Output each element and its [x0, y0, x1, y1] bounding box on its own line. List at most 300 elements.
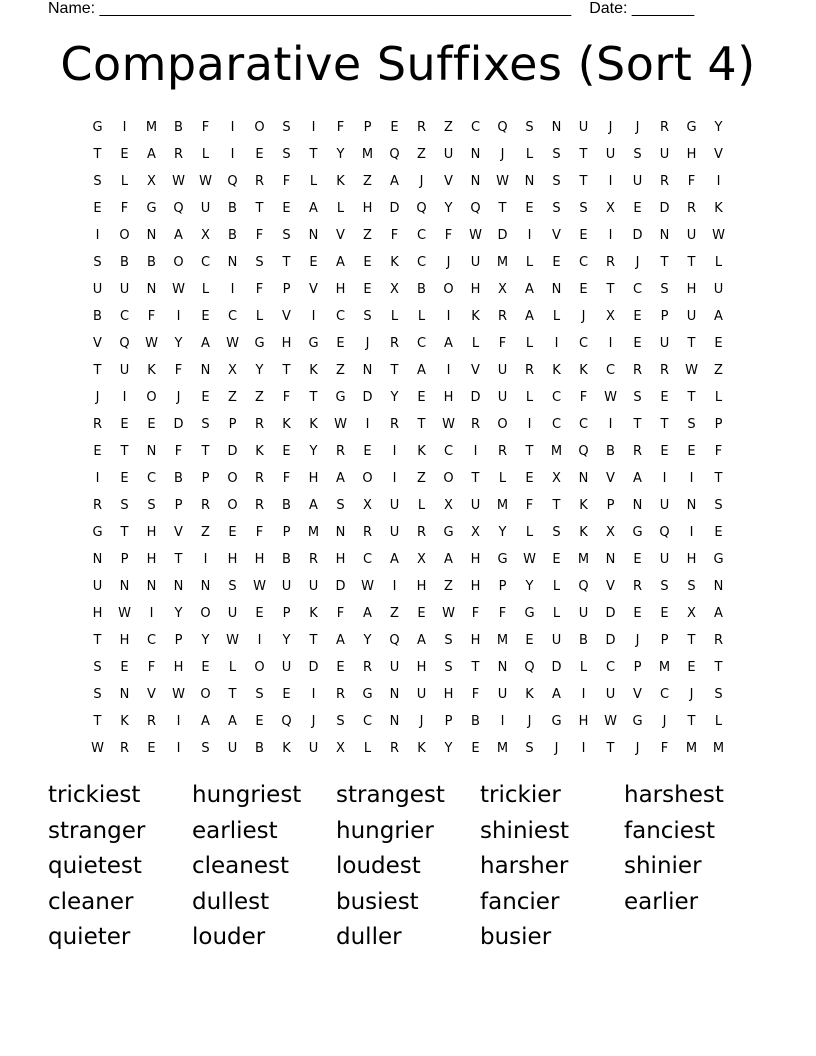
grid-letter[interactable]: C	[119, 309, 130, 324]
grid-letter[interactable]: C	[227, 309, 238, 324]
grid-letter[interactable]: U	[389, 525, 400, 540]
grid-letter[interactable]: R	[173, 147, 184, 162]
grid-letter[interactable]: C	[416, 336, 427, 351]
grid-letter[interactable]: S	[282, 147, 291, 162]
grid-letter[interactable]: B	[255, 741, 264, 756]
grid-letter[interactable]: U	[659, 498, 670, 513]
grid-letter[interactable]: S	[687, 579, 696, 594]
grid-letter[interactable]: F	[336, 606, 345, 621]
grid-letter[interactable]: R	[200, 498, 211, 513]
grid-letter[interactable]: V	[606, 471, 615, 486]
grid-letter[interactable]: W	[523, 552, 536, 567]
grid-letter[interactable]: I	[608, 417, 613, 432]
grid-letter[interactable]: H	[686, 552, 697, 567]
grid-letter[interactable]: L	[336, 201, 345, 216]
grid-letter[interactable]: B	[174, 120, 183, 135]
grid-letter[interactable]: U	[713, 282, 724, 297]
grid-letter[interactable]: G	[524, 606, 535, 621]
grid-letter[interactable]: S	[552, 147, 561, 162]
grid-letter[interactable]: A	[552, 687, 561, 702]
grid-letter[interactable]: K	[714, 201, 723, 216]
grid-letter[interactable]: P	[363, 120, 372, 135]
grid-letter[interactable]: J	[635, 120, 640, 135]
grid-letter[interactable]: Q	[578, 444, 589, 459]
grid-letter[interactable]: S	[660, 579, 669, 594]
grid-letter[interactable]: S	[336, 714, 345, 729]
grid-letter[interactable]: P	[228, 417, 237, 432]
grid-letter[interactable]: F	[525, 498, 534, 513]
grid-letter[interactable]: N	[389, 714, 400, 729]
grid-letter[interactable]: G	[308, 336, 319, 351]
grid-letter[interactable]: D	[173, 417, 184, 432]
grid-letter[interactable]: E	[363, 255, 372, 270]
grid-letter[interactable]: X	[336, 741, 345, 756]
grid-letter[interactable]: U	[659, 552, 670, 567]
grid-letter[interactable]: E	[120, 471, 129, 486]
grid-letter[interactable]: W	[604, 714, 617, 729]
grid-letter[interactable]: M	[496, 255, 509, 270]
grid-letter[interactable]: S	[714, 498, 723, 513]
grid-letter[interactable]: L	[309, 174, 318, 189]
grid-letter[interactable]: Q	[524, 660, 535, 675]
grid-letter[interactable]: T	[633, 417, 642, 432]
grid-letter[interactable]: G	[632, 525, 643, 540]
grid-letter[interactable]: C	[362, 714, 373, 729]
grid-letter[interactable]: P	[714, 417, 723, 432]
grid-letter[interactable]: Y	[282, 633, 291, 648]
grid-letter[interactable]: G	[362, 687, 373, 702]
grid-letter[interactable]: L	[525, 525, 534, 540]
grid-letter[interactable]: E	[363, 282, 372, 297]
grid-letter[interactable]: S	[201, 741, 210, 756]
grid-letter[interactable]: X	[552, 471, 561, 486]
grid-letter[interactable]: P	[660, 633, 669, 648]
grid-letter[interactable]: E	[525, 633, 534, 648]
grid-letter[interactable]: M	[496, 741, 509, 756]
grid-letter[interactable]: Q	[497, 120, 508, 135]
grid-letter[interactable]: N	[632, 498, 643, 513]
grid-letter[interactable]: Q	[173, 201, 184, 216]
grid-letter[interactable]: L	[579, 660, 588, 675]
grid-letter[interactable]: L	[525, 255, 534, 270]
grid-letter[interactable]: Y	[336, 147, 345, 162]
grid-letter[interactable]: S	[525, 120, 534, 135]
grid-letter[interactable]: I	[311, 309, 316, 324]
grid-letter[interactable]: R	[659, 174, 670, 189]
grid-letter[interactable]: J	[581, 309, 586, 324]
grid-letter[interactable]: C	[146, 633, 157, 648]
grid-letter[interactable]: L	[417, 498, 426, 513]
grid-letter[interactable]: H	[146, 525, 157, 540]
grid-letter[interactable]: E	[282, 687, 291, 702]
grid-letter[interactable]: F	[471, 606, 480, 621]
grid-letter[interactable]: R	[92, 417, 103, 432]
grid-letter[interactable]: L	[714, 255, 723, 270]
grid-letter[interactable]: G	[551, 714, 562, 729]
grid-letter[interactable]: F	[444, 228, 453, 243]
grid-letter[interactable]: U	[308, 741, 319, 756]
grid-letter[interactable]: Z	[201, 525, 210, 540]
grid-letter[interactable]: C	[578, 336, 589, 351]
grid-letter[interactable]: E	[660, 390, 669, 405]
grid-letter[interactable]: E	[525, 471, 534, 486]
grid-letter[interactable]: L	[228, 660, 237, 675]
grid-letter[interactable]: A	[228, 714, 237, 729]
grid-letter[interactable]: W	[91, 741, 104, 756]
grid-letter[interactable]: C	[659, 687, 670, 702]
grid-letter[interactable]: I	[581, 687, 586, 702]
grid-letter[interactable]: K	[417, 444, 426, 459]
grid-letter[interactable]: U	[92, 282, 103, 297]
grid-letter[interactable]: U	[308, 579, 319, 594]
grid-letter[interactable]: S	[552, 201, 561, 216]
grid-letter[interactable]: T	[120, 525, 129, 540]
grid-letter[interactable]: F	[147, 660, 156, 675]
grid-letter[interactable]: T	[498, 201, 507, 216]
grid-letter[interactable]: N	[335, 525, 346, 540]
grid-letter[interactable]: Y	[390, 390, 399, 405]
grid-letter[interactable]: R	[632, 444, 643, 459]
grid-letter[interactable]: D	[227, 444, 238, 459]
grid-letter[interactable]: I	[608, 174, 613, 189]
grid-letter[interactable]: U	[227, 741, 238, 756]
grid-letter[interactable]: W	[226, 336, 239, 351]
grid-letter[interactable]: G	[254, 336, 265, 351]
grid-letter[interactable]: E	[336, 336, 345, 351]
grid-letter[interactable]: S	[93, 174, 102, 189]
grid-letter[interactable]: Y	[498, 525, 507, 540]
grid-letter[interactable]: T	[282, 255, 291, 270]
grid-letter[interactable]: C	[200, 255, 211, 270]
grid-letter[interactable]: A	[147, 147, 156, 162]
grid-letter[interactable]: N	[119, 687, 130, 702]
grid-letter[interactable]: R	[362, 660, 373, 675]
grid-letter[interactable]: B	[93, 309, 102, 324]
grid-letter[interactable]: N	[227, 255, 238, 270]
grid-letter[interactable]: A	[714, 606, 723, 621]
grid-letter[interactable]: I	[230, 282, 235, 297]
grid-letter[interactable]: I	[473, 444, 478, 459]
grid-letter[interactable]: T	[552, 498, 561, 513]
grid-letter[interactable]: R	[362, 525, 373, 540]
grid-letter[interactable]: T	[228, 687, 237, 702]
grid-letter[interactable]: P	[282, 525, 291, 540]
grid-letter[interactable]: U	[200, 201, 211, 216]
grid-letter[interactable]: C	[416, 228, 427, 243]
grid-letter[interactable]: U	[119, 363, 130, 378]
grid-letter[interactable]: M	[712, 741, 725, 756]
grid-letter[interactable]: A	[174, 228, 183, 243]
grid-letter[interactable]: T	[309, 147, 318, 162]
grid-letter[interactable]: C	[605, 363, 616, 378]
grid-letter[interactable]: J	[500, 147, 505, 162]
grid-letter[interactable]: E	[525, 201, 534, 216]
grid-letter[interactable]: T	[525, 444, 534, 459]
grid-letter[interactable]: T	[255, 201, 264, 216]
grid-letter[interactable]: L	[255, 309, 264, 324]
grid-letter[interactable]: F	[498, 336, 507, 351]
grid-letter[interactable]: A	[201, 336, 210, 351]
grid-letter[interactable]: P	[282, 606, 291, 621]
grid-letter[interactable]: Q	[227, 174, 238, 189]
grid-letter[interactable]: L	[525, 147, 534, 162]
grid-letter[interactable]: I	[554, 336, 559, 351]
grid-letter[interactable]: Q	[389, 147, 400, 162]
grid-letter[interactable]: S	[444, 660, 453, 675]
grid-letter[interactable]: T	[714, 660, 723, 675]
grid-letter[interactable]: O	[200, 606, 211, 621]
grid-letter[interactable]: H	[119, 633, 130, 648]
grid-letter[interactable]: Z	[336, 363, 345, 378]
grid-letter[interactable]: E	[633, 552, 642, 567]
grid-letter[interactable]: C	[551, 417, 562, 432]
grid-letter[interactable]: H	[470, 633, 481, 648]
grid-letter[interactable]: V	[282, 309, 291, 324]
grid-letter[interactable]: S	[687, 417, 696, 432]
grid-letter[interactable]: S	[363, 309, 372, 324]
grid-letter[interactable]: W	[442, 606, 455, 621]
grid-letter[interactable]: I	[230, 147, 235, 162]
grid-letter[interactable]: W	[469, 228, 482, 243]
grid-letter[interactable]: Z	[390, 606, 399, 621]
grid-letter[interactable]: D	[389, 201, 400, 216]
grid-letter[interactable]: E	[201, 660, 210, 675]
grid-letter[interactable]: H	[686, 147, 697, 162]
grid-letter[interactable]: I	[176, 309, 181, 324]
grid-letter[interactable]: O	[443, 282, 454, 297]
grid-letter[interactable]: G	[92, 525, 103, 540]
grid-letter[interactable]: R	[659, 120, 670, 135]
grid-letter[interactable]: F	[255, 525, 264, 540]
grid-letter[interactable]: P	[633, 660, 642, 675]
grid-letter[interactable]: I	[608, 228, 613, 243]
grid-letter[interactable]: F	[120, 201, 129, 216]
grid-letter[interactable]: Y	[174, 606, 183, 621]
grid-letter[interactable]: T	[471, 660, 480, 675]
grid-letter[interactable]: C	[578, 417, 589, 432]
grid-letter[interactable]: L	[525, 390, 534, 405]
grid-letter[interactable]: X	[228, 363, 237, 378]
grid-letter[interactable]: E	[390, 120, 399, 135]
grid-letter[interactable]: Y	[444, 741, 453, 756]
grid-letter[interactable]: E	[282, 201, 291, 216]
grid-letter[interactable]: I	[689, 471, 694, 486]
grid-letter[interactable]: W	[253, 579, 266, 594]
grid-letter[interactable]: H	[92, 606, 103, 621]
grid-letter[interactable]: Z	[417, 471, 426, 486]
grid-letter[interactable]: F	[147, 309, 156, 324]
grid-letter[interactable]: O	[146, 390, 157, 405]
grid-letter[interactable]: T	[579, 147, 588, 162]
grid-letter[interactable]: T	[606, 282, 615, 297]
grid-letter[interactable]: I	[527, 417, 532, 432]
grid-letter[interactable]: X	[417, 552, 426, 567]
grid-letter[interactable]: T	[606, 741, 615, 756]
grid-letter[interactable]: N	[173, 579, 184, 594]
grid-letter[interactable]: I	[392, 471, 397, 486]
grid-letter[interactable]: I	[581, 741, 586, 756]
grid-letter[interactable]: Y	[309, 444, 318, 459]
grid-letter[interactable]: K	[120, 714, 129, 729]
grid-letter[interactable]: I	[122, 390, 127, 405]
grid-letter[interactable]: H	[335, 282, 346, 297]
grid-letter[interactable]: H	[146, 552, 157, 567]
grid-letter[interactable]: D	[497, 228, 508, 243]
grid-letter[interactable]: R	[416, 525, 427, 540]
grid-letter[interactable]: U	[389, 498, 400, 513]
grid-letter[interactable]: U	[119, 282, 130, 297]
grid-letter[interactable]: R	[335, 687, 346, 702]
grid-letter[interactable]: R	[470, 417, 481, 432]
grid-letter[interactable]: I	[662, 471, 667, 486]
grid-letter[interactable]: R	[713, 633, 724, 648]
grid-letter[interactable]: M	[550, 444, 563, 459]
grid-letter[interactable]: J	[608, 120, 613, 135]
grid-letter[interactable]: S	[255, 687, 264, 702]
grid-letter[interactable]: A	[309, 201, 318, 216]
grid-letter[interactable]: T	[390, 363, 399, 378]
grid-letter[interactable]: T	[714, 471, 723, 486]
grid-letter[interactable]: G	[92, 120, 103, 135]
grid-letter[interactable]: T	[174, 552, 183, 567]
grid-letter[interactable]: T	[282, 363, 291, 378]
grid-letter[interactable]: H	[443, 687, 454, 702]
grid-letter[interactable]: K	[309, 363, 318, 378]
grid-letter[interactable]: E	[255, 714, 264, 729]
grid-letter[interactable]: L	[525, 336, 534, 351]
grid-letter[interactable]: U	[281, 660, 292, 675]
grid-letter[interactable]: F	[336, 120, 345, 135]
grid-letter[interactable]: S	[552, 174, 561, 189]
grid-letter[interactable]: N	[146, 444, 157, 459]
grid-letter[interactable]: S	[633, 147, 642, 162]
grid-letter[interactable]: V	[444, 174, 453, 189]
grid-letter[interactable]: E	[714, 336, 723, 351]
grid-letter[interactable]: E	[417, 606, 426, 621]
grid-letter[interactable]: J	[527, 714, 532, 729]
grid-letter[interactable]: B	[417, 282, 426, 297]
grid-letter[interactable]: X	[606, 525, 615, 540]
grid-letter[interactable]: P	[444, 714, 453, 729]
grid-letter[interactable]: I	[365, 417, 370, 432]
grid-letter[interactable]: N	[470, 174, 481, 189]
grid-letter[interactable]: V	[174, 525, 183, 540]
grid-letter[interactable]: E	[714, 525, 723, 540]
grid-letter[interactable]: U	[92, 579, 103, 594]
grid-letter[interactable]: N	[470, 147, 481, 162]
grid-letter[interactable]: H	[308, 471, 319, 486]
grid-letter[interactable]: X	[471, 525, 480, 540]
grid-letter[interactable]: V	[633, 687, 642, 702]
grid-letter[interactable]: U	[551, 633, 562, 648]
grid-letter[interactable]: J	[365, 336, 370, 351]
grid-letter[interactable]: H	[254, 552, 265, 567]
grid-letter[interactable]: E	[147, 741, 156, 756]
grid-letter[interactable]: K	[309, 606, 318, 621]
grid-letter[interactable]: J	[635, 741, 640, 756]
grid-letter[interactable]: C	[605, 660, 616, 675]
grid-letter[interactable]: I	[203, 552, 208, 567]
grid-letter[interactable]: E	[633, 336, 642, 351]
grid-letter[interactable]: S	[93, 660, 102, 675]
grid-letter[interactable]: M	[496, 498, 509, 513]
grid-letter[interactable]: F	[201, 120, 210, 135]
grid-letter[interactable]: D	[605, 633, 616, 648]
grid-letter[interactable]: W	[172, 687, 185, 702]
grid-letter[interactable]: U	[470, 498, 481, 513]
grid-letter[interactable]: I	[716, 174, 721, 189]
grid-letter[interactable]: E	[228, 525, 237, 540]
grid-letter[interactable]: V	[336, 228, 345, 243]
grid-letter[interactable]: I	[500, 714, 505, 729]
grid-letter[interactable]: H	[470, 579, 481, 594]
grid-letter[interactable]: P	[174, 633, 183, 648]
grid-letter[interactable]: C	[443, 444, 454, 459]
grid-letter[interactable]: H	[281, 336, 292, 351]
grid-letter[interactable]: U	[497, 390, 508, 405]
grid-letter[interactable]: J	[95, 390, 100, 405]
grid-letter[interactable]: A	[444, 552, 453, 567]
grid-letter[interactable]: S	[552, 525, 561, 540]
grid-letter[interactable]: A	[201, 714, 210, 729]
grid-letter[interactable]: S	[201, 417, 210, 432]
grid-letter[interactable]: U	[443, 147, 454, 162]
grid-letter[interactable]: D	[632, 228, 643, 243]
grid-letter[interactable]: X	[363, 498, 372, 513]
grid-letter[interactable]: E	[282, 444, 291, 459]
grid-letter[interactable]: L	[201, 282, 210, 297]
grid-letter[interactable]: T	[309, 633, 318, 648]
grid-letter[interactable]: R	[389, 741, 400, 756]
grid-letter[interactable]: K	[552, 363, 561, 378]
grid-letter[interactable]: Z	[417, 147, 426, 162]
grid-letter[interactable]: G	[497, 552, 508, 567]
grid-letter[interactable]: O	[443, 471, 454, 486]
grid-letter[interactable]: H	[227, 552, 238, 567]
grid-letter[interactable]: T	[93, 147, 102, 162]
grid-letter[interactable]: H	[416, 579, 427, 594]
grid-letter[interactable]: U	[605, 147, 616, 162]
grid-letter[interactable]: D	[335, 579, 346, 594]
grid-letter[interactable]: T	[687, 714, 696, 729]
grid-letter[interactable]: A	[336, 255, 345, 270]
grid-letter[interactable]: G	[146, 201, 157, 216]
grid-letter[interactable]: P	[606, 498, 615, 513]
grid-letter[interactable]: G	[686, 120, 697, 135]
grid-letter[interactable]: H	[443, 390, 454, 405]
grid-letter[interactable]: L	[390, 309, 399, 324]
grid-letter[interactable]: N	[551, 282, 562, 297]
grid-letter[interactable]: B	[579, 633, 588, 648]
grid-letter[interactable]: L	[363, 741, 372, 756]
grid-letter[interactable]: I	[95, 471, 100, 486]
grid-letter[interactable]: N	[578, 471, 589, 486]
grid-letter[interactable]: E	[120, 147, 129, 162]
grid-letter[interactable]: F	[174, 363, 183, 378]
grid-letter[interactable]: S	[579, 201, 588, 216]
grid-letter[interactable]: E	[633, 201, 642, 216]
grid-letter[interactable]: L	[417, 309, 426, 324]
grid-letter[interactable]: E	[417, 390, 426, 405]
grid-letter[interactable]: Q	[659, 525, 670, 540]
grid-letter[interactable]: Y	[201, 633, 210, 648]
grid-letter[interactable]: E	[309, 255, 318, 270]
grid-letter[interactable]: I	[446, 309, 451, 324]
grid-letter[interactable]: I	[311, 687, 316, 702]
grid-letter[interactable]: E	[552, 552, 561, 567]
grid-letter[interactable]: O	[362, 471, 373, 486]
grid-letter[interactable]: J	[446, 255, 451, 270]
